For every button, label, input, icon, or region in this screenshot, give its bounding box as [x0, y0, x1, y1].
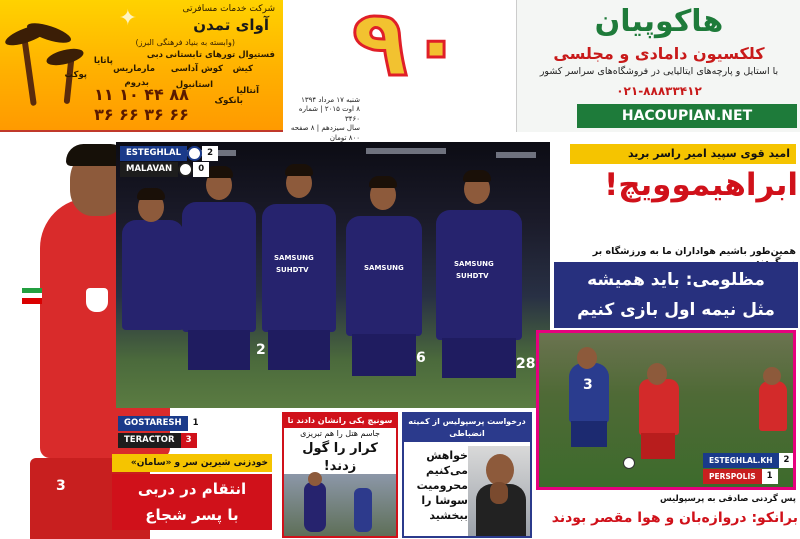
- player-shorts: [571, 421, 607, 447]
- team-name: ESTEGHLAL: [120, 146, 187, 161]
- team-name: ESTEGHLAL.KH: [703, 453, 779, 468]
- jersey-number: 3: [583, 377, 593, 393]
- issue-date: شنبه ۱۷ مرداد ۱۳۹۴: [301, 96, 360, 104]
- apology-kicker: درخواست پرسپولیس از کمیته انضباطی: [404, 414, 530, 442]
- second-headline-line: مظلومی: باید همیشه: [587, 270, 765, 290]
- player-shorts: [188, 330, 250, 370]
- left-headline-box[interactable]: [112, 474, 272, 530]
- stadium-light: [496, 152, 536, 158]
- ad-brand-name: آوای تمدن: [193, 16, 269, 34]
- jersey-number: 6: [416, 350, 426, 366]
- player-shorts: [268, 330, 330, 370]
- team-score: 3: [181, 433, 197, 448]
- club-crest-icon: [86, 288, 108, 312]
- destination-item: بانکوک: [214, 96, 243, 106]
- player-figure: [182, 202, 256, 332]
- palm-frond: [25, 19, 73, 47]
- second-kicker: همین‌طور باشیم هواداران ما به ورزشگاه بر: [592, 246, 796, 257]
- team-score: 1: [188, 416, 204, 431]
- player-figure: [569, 363, 609, 423]
- team-score: 1: [762, 469, 778, 484]
- karar-headline: کرار را گول زدند!: [302, 441, 378, 474]
- player-figure: [354, 488, 372, 532]
- player-figure: [639, 379, 679, 435]
- sponsor-text: SAMSUNG: [454, 260, 494, 268]
- player-figure: [304, 482, 326, 532]
- apology-line: خواهش: [426, 449, 468, 462]
- main-headline[interactable]: ابراهیموویچ!: [604, 167, 798, 203]
- player-hair: [463, 170, 491, 182]
- destination-item: کیش: [232, 64, 253, 74]
- sponsor-text: SAMSUNG: [364, 264, 404, 272]
- destination-item: بدروم: [124, 78, 149, 88]
- player-figure: [122, 220, 184, 330]
- match-headline[interactable]: برانکو: دروازه‌بان و هوا مقصر بودند: [551, 510, 798, 526]
- issue-year: سال سیزدهم | ۸ صفحه: [290, 124, 360, 133]
- shorts-number: 3: [56, 478, 66, 494]
- destination-item: مارماریس: [113, 64, 155, 74]
- left-headline-line: انتقام در دربی: [137, 480, 247, 498]
- destination-item: دبی: [146, 50, 163, 60]
- ad-festival: فستیوال تورهای تابستانی: [165, 50, 275, 60]
- team-score: 2: [779, 453, 795, 468]
- stadium-light: [366, 148, 446, 154]
- apology-line: ببخشید: [429, 509, 468, 522]
- sponsor-text: SUHDTV: [456, 272, 489, 280]
- newspaper-logo[interactable]: [304, 0, 512, 104]
- player-head: [577, 347, 597, 369]
- hacoupian-ad[interactable]: [516, 0, 800, 132]
- bird-logo-icon: ✦: [118, 6, 137, 31]
- ad-phone-number[interactable]: ۶۶ ۳۶ ۶۶ ۳۶: [94, 105, 189, 124]
- destination-item: پوکت: [64, 70, 87, 80]
- ad-phone-number[interactable]: ۸۸ ۴۴ ۱۰ ۱۱: [94, 85, 189, 104]
- ad-description: با استایل و پارچه‌های ایتالیایی در فروشگاه‌های سراسر کشور: [539, 66, 779, 77]
- team-name: PERSPOLIS: [703, 469, 762, 484]
- ad-tagline: (وابسته به بنیاد فرهنگی البرز): [135, 38, 235, 47]
- player-head: [763, 367, 781, 385]
- jersey-number: 2: [256, 342, 266, 358]
- player-hair: [285, 164, 313, 176]
- player-hair: [205, 166, 233, 178]
- karar-subline: جاسم هتل را هم تبریزی: [300, 429, 380, 438]
- malavan-crest-icon: [178, 162, 193, 177]
- sponsor-text: SUHDTV: [276, 266, 309, 274]
- football-icon: [623, 457, 635, 469]
- second-headline-line: مثل نیمه اول بازی کنیم: [577, 300, 775, 320]
- main-kicker: امید قوی سپید امیر راسر برید: [570, 144, 796, 164]
- logo-text: ۹۰: [351, 0, 465, 97]
- player-head: [308, 472, 322, 486]
- apology-line: می‌کنیم: [426, 464, 468, 477]
- player-head: [647, 363, 667, 385]
- travel-agency-ad[interactable]: [0, 0, 283, 132]
- karar-kicker: سونیچ یکی رانشان دادند تا: [284, 414, 396, 428]
- destination-item: آنتالیا: [236, 86, 259, 96]
- player-figure: [759, 381, 787, 431]
- team-name: MALAVAN: [120, 162, 178, 177]
- issue-info: [290, 96, 360, 143]
- score-ticker: [118, 433, 208, 448]
- ad-title: کلکسیون دامادی و مجلسی: [553, 44, 765, 63]
- karar-story-box[interactable]: [282, 412, 398, 538]
- karar-photo: [284, 474, 396, 536]
- praying-hands: [490, 482, 508, 504]
- team-score: 2: [202, 146, 218, 161]
- second-headline-box[interactable]: [554, 262, 798, 328]
- esteghlal-crest-icon: [187, 146, 202, 161]
- team-score: 0: [193, 162, 209, 177]
- ad-phone-number[interactable]: ۰۲۱-۸۸۸۳۳۴۱۲: [616, 84, 702, 98]
- player-hair: [369, 176, 397, 188]
- score-ticker: [120, 162, 209, 177]
- player-shorts: [641, 433, 675, 459]
- issue-number: ۸ اوت ۲۰۱۵ | شماره ۳۴۶۰: [298, 105, 360, 123]
- apology-line: محرومیت: [416, 479, 468, 492]
- player-shorts: [442, 338, 516, 378]
- main-photo-esteghlal[interactable]: [116, 142, 550, 408]
- score-ticker: [118, 416, 208, 431]
- apology-line: سوشا را: [421, 494, 468, 507]
- palm-frond: [45, 46, 85, 69]
- sponsor-text: SAMSUNG: [274, 254, 314, 262]
- player-figure: [346, 216, 422, 336]
- player-shorts: [352, 334, 416, 376]
- apology-story-box[interactable]: [402, 412, 532, 538]
- team-name: GOSTARESH: [118, 416, 188, 431]
- left-score-ticker: [118, 416, 208, 448]
- ad-company-label: شرکت خدمات مسافرتی: [182, 4, 275, 14]
- apology-headline: [406, 448, 468, 523]
- destination-item: کوش آداسی: [170, 64, 223, 74]
- ad-brand-name: هاکوپیان: [594, 4, 724, 39]
- player-hair: [137, 188, 165, 200]
- score-ticker: [703, 469, 778, 484]
- score-ticker: [703, 453, 795, 468]
- destination-item: استانبول: [175, 80, 213, 90]
- left-kicker: خودزنی شیرین سر و «سامان»: [112, 454, 272, 472]
- match-photo-esteghlal-kh-perspolis[interactable]: [536, 330, 796, 490]
- jersey-number: 28: [516, 356, 536, 372]
- player-praying-photo: [468, 446, 532, 538]
- match-kicker: پس گردنی صادقی به پرسپولیس: [659, 494, 796, 504]
- issue-price: ۸۰۰ تومان: [329, 133, 360, 142]
- left-headline-line: با پسر شجاع: [145, 506, 239, 524]
- team-name: TERACTOR: [118, 433, 181, 448]
- ad-website-link[interactable]: HACOUPIAN.NET: [577, 104, 797, 128]
- iran-flag-icon: [22, 288, 42, 304]
- score-ticker: [120, 146, 218, 161]
- destination-item: پاتایا: [93, 56, 113, 66]
